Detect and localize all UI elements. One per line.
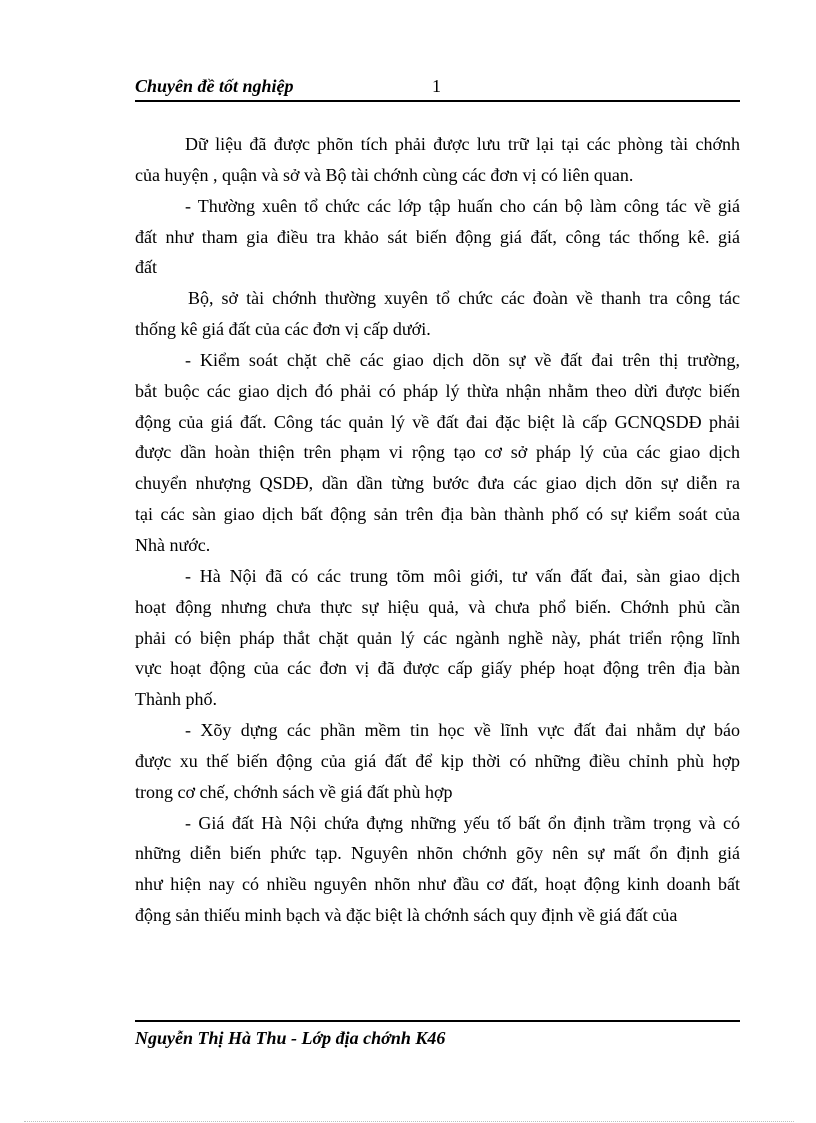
text-line: những diễn biến phức tạp. Nguyên nhõn chớnh gõy nên sự mất ổn định giá [135,843,740,864]
text-line: phải có biện pháp thắt chặt quản lý các ngành nghề này, phát triển rộng lĩnh [135,627,740,648]
text-line: tại các sàn giao dịch bất động sản trên địa bàn thành phố có sự kiểm soát của [135,504,740,525]
text-line: - Giá đất Hà Nội chứa đựng những yếu tố bất ổn định trầm trọng và có [185,812,740,833]
text-line: của huyện , quận và sở và Bộ tài chớnh cùng các đơn vị có liên quan. [135,164,634,185]
text-line: được dần hoàn thiện trên phạm vi rộng tạo cơ sở pháp lý của các giao dịch [135,442,740,463]
page-number: 1 [432,76,441,96]
text-line: Nhà nước. [135,534,211,555]
text-line: đất như tham gia điều tra khảo sát biến động giá đất, công tác thống kê. giá [135,226,740,247]
text-line: vực hoạt động của các đơn vị đã được cấp giấy phép hoạt động trên địa bàn [135,658,740,679]
header-title: Chuyên đề tốt nghiệp [135,76,294,96]
text-line: được xu thế biến động của giá đất để kịp thời có những điều chỉnh phù hợp [135,750,740,771]
text-line: Bộ, sở tài chớnh thường xuyên tổ chức các đoàn về thanh tra công tác [188,288,740,309]
text-line: chuyển nhượng QSDĐ, dần dần từng bước đưa các giao dịch dõn sự diễn ra [135,473,740,494]
body-text [135,129,740,931]
text-line: bắt buộc các giao dịch đó phải có pháp lý thừa nhận nhằm theo dừi được biến [135,380,740,401]
text-line: động sản thiếu minh bạch và đặc biệt là chớnh sách quy định về giá đất của [135,905,678,926]
text-line: như hiện nay có nhiều nguyên nhõn như đầu cơ đất, hoạt động kinh doanh bất [135,874,740,895]
text-line: trong cơ chế, chớnh sách về giá đất phù hợp [135,781,453,802]
text-line: - Thường xuên tổ chức các lớp tập huấn cho cán bộ làm công tác về giá [185,195,740,216]
page-footer [135,1020,740,1048]
text-line: - Xõy dựng các phần mềm tin học về lĩnh vực đất đai nhằm dự báo [185,720,740,741]
text-line: hoạt động nhưng chưa thực sự hiệu quả, và chưa phổ biến. Chớnh phủ cần [135,596,740,617]
page-header [135,76,740,102]
text-line: thống kê giá đất của các đơn vị cấp dưới. [135,319,431,340]
footer-author: Nguyễn Thị Hà Thu - Lớp địa chớnh K46 [135,1028,446,1048]
text-line: Thành phố. [135,689,217,710]
text-line: - Kiểm soát chặt chẽ các giao dịch dõn sự về đất đai trên thị trường, [185,349,740,370]
text-line: động của giá đất. Công tác quản lý về đất đai đặc biệt là cấp GCNQSDĐ phải [135,411,740,432]
text-line: Dữ liệu đã được phõn tích phải được lưu trữ lại tại các phòng tài chớnh [185,134,740,154]
page-edge-divider [24,1121,794,1122]
text-line: đất [135,257,157,278]
text-line: - Hà Nội đã có các trung tõm môi giới, tư vấn đất đai, sàn giao dịch [185,565,740,586]
